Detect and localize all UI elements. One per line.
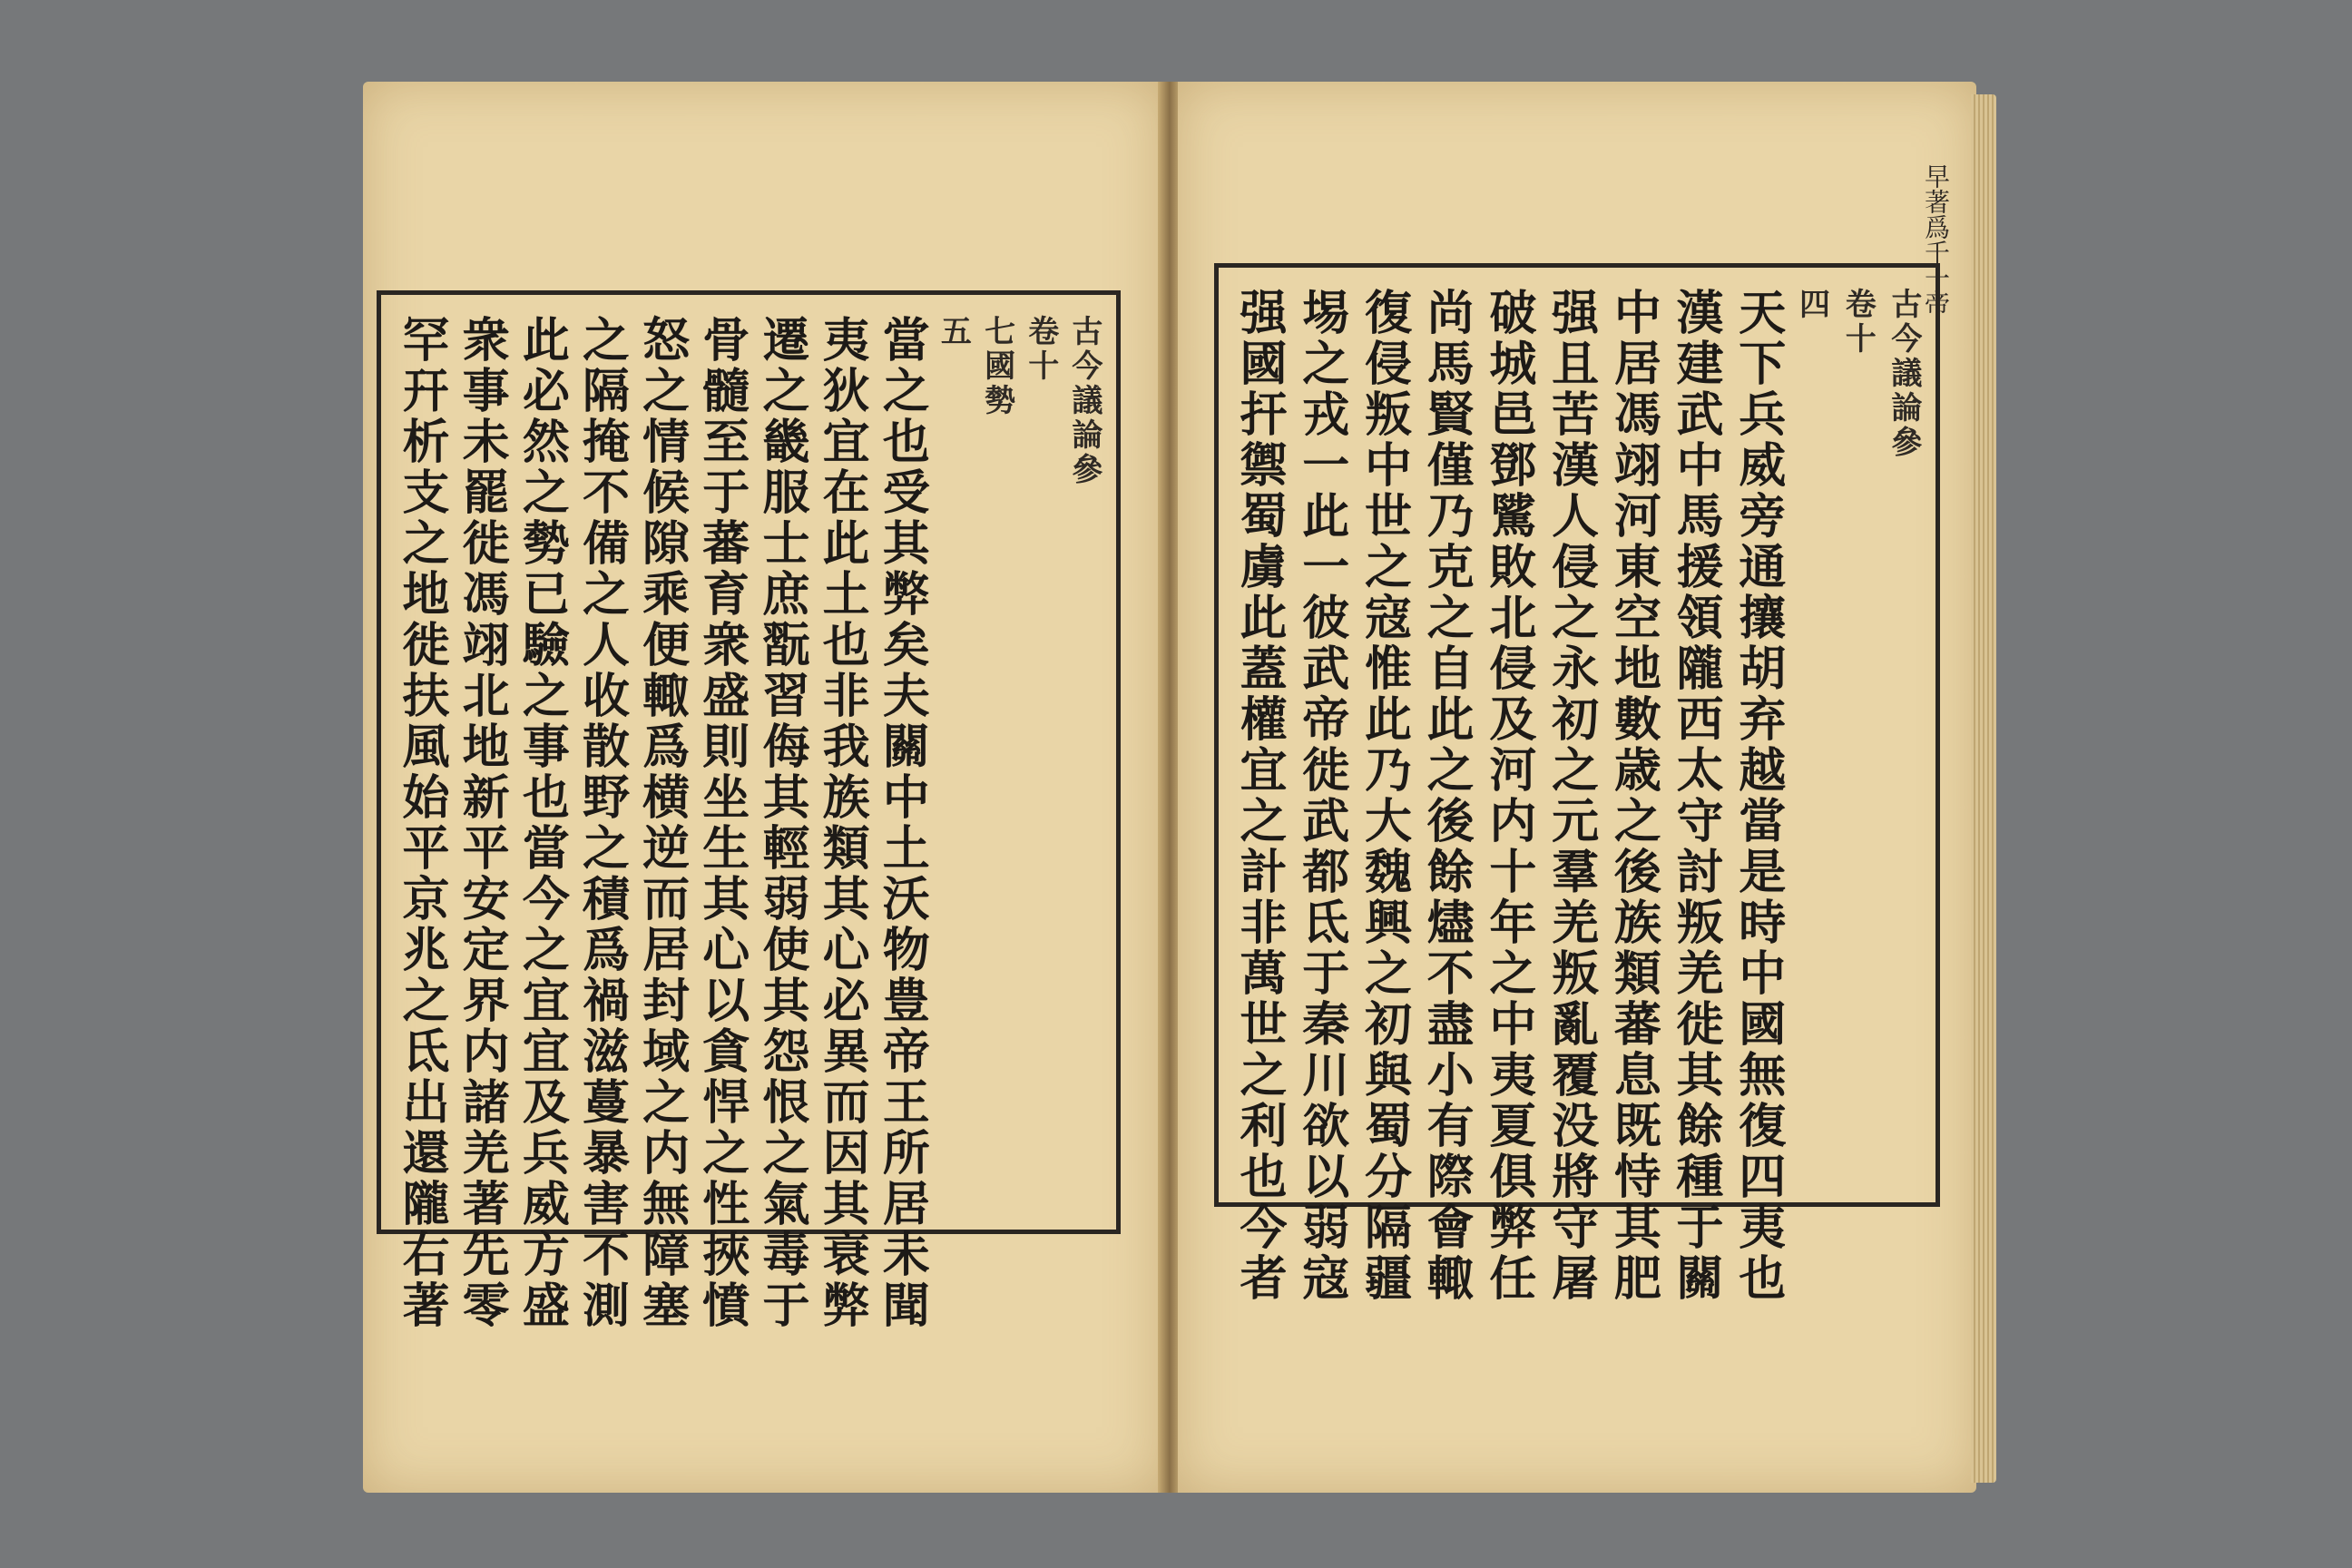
right-text-column: 天下兵威旁通攘胡弃越當是時中國無復四夷也 [1730,288,1786,1304]
right-margin-volume: 卷十 [1839,288,1877,357]
right-text-column: 漢建武中馬援領隴西太守討叛羌徙其餘種于關 [1668,288,1724,1304]
right-margin-title: 古今議論參 [1885,288,1922,460]
right-page [1178,82,1976,1493]
page-edges [1971,94,1996,1483]
right-text-column: 强國扞禦蜀虜此蓋權宜之計非萬世之利也今者 [1231,288,1287,1304]
right-text-columns [1231,288,1922,1304]
top-stamp: 早著爲千一帝 [1921,163,1951,316]
right-text-column: 中居馮翊河東空地數歳之後族類蕃息既恃其肥 [1605,288,1661,1304]
right-text-column: 尚馬賢僅乃克之自此之後餘燼不盡小有際會輙 [1418,288,1475,1304]
left-text-column: 衆事未罷徙馮翊北地新平安定界内諸羌著先零 [454,315,510,1331]
right-text-column: 强且苦漢人侵之永初之元羣羌叛亂覆没將守屠 [1543,288,1599,1304]
left-text-column: 夷狄宜在此土也非我族類其心必異而因其衰弊 [814,315,870,1331]
left-text-column: 骨髓至于蕃育衆盛則坐生其心以貪悍之性挾憤 [693,315,750,1331]
left-text-column: 當之也受其弊矣夫關中土沃物豊帝王所居未聞 [874,315,930,1331]
left-text-column: 此必然之勢已驗之事也當今之宜宜及兵威方盛 [514,315,570,1331]
left-margin-section: 七國勢 [978,315,1015,418]
left-margin-volume: 卷十 [1022,315,1059,384]
right-margin-folio: 四 [1793,288,1830,322]
left-margin-folio: 五 [935,315,972,349]
open-book [363,82,1996,1493]
left-text-frame [377,290,1121,1331]
left-text-column: 怒之情候隙乘便輙爲横逆而居封域之内無障塞 [633,315,690,1331]
left-text-column: 遷之畿服士庶翫習侮其輕弱使其怨恨之氣毒于 [753,315,809,1331]
left-page [363,82,1161,1493]
left-text-columns [394,315,1102,1331]
right-text-frame [1214,263,1940,1304]
right-text-column: 復侵叛中世之寇惟此乃大魏興之初與蜀分隔疆 [1356,288,1412,1304]
left-text-column: 之隔掩不備之人收散野之積爲禍滋蔓暴害不測 [573,315,630,1331]
right-text-column: 破城邑鄧騭敗北侵及河内十年之中夷夏俱弊任 [1480,288,1536,1304]
right-text-column: 埸之戎一此一彼武帝徙武都氐于秦川欲以弱寇 [1293,288,1349,1304]
left-text-column: 罕幵析支之地徙扶風始平京兆之氐出還隴右著 [394,315,449,1331]
left-margin-title: 古今議論參 [1065,315,1102,487]
